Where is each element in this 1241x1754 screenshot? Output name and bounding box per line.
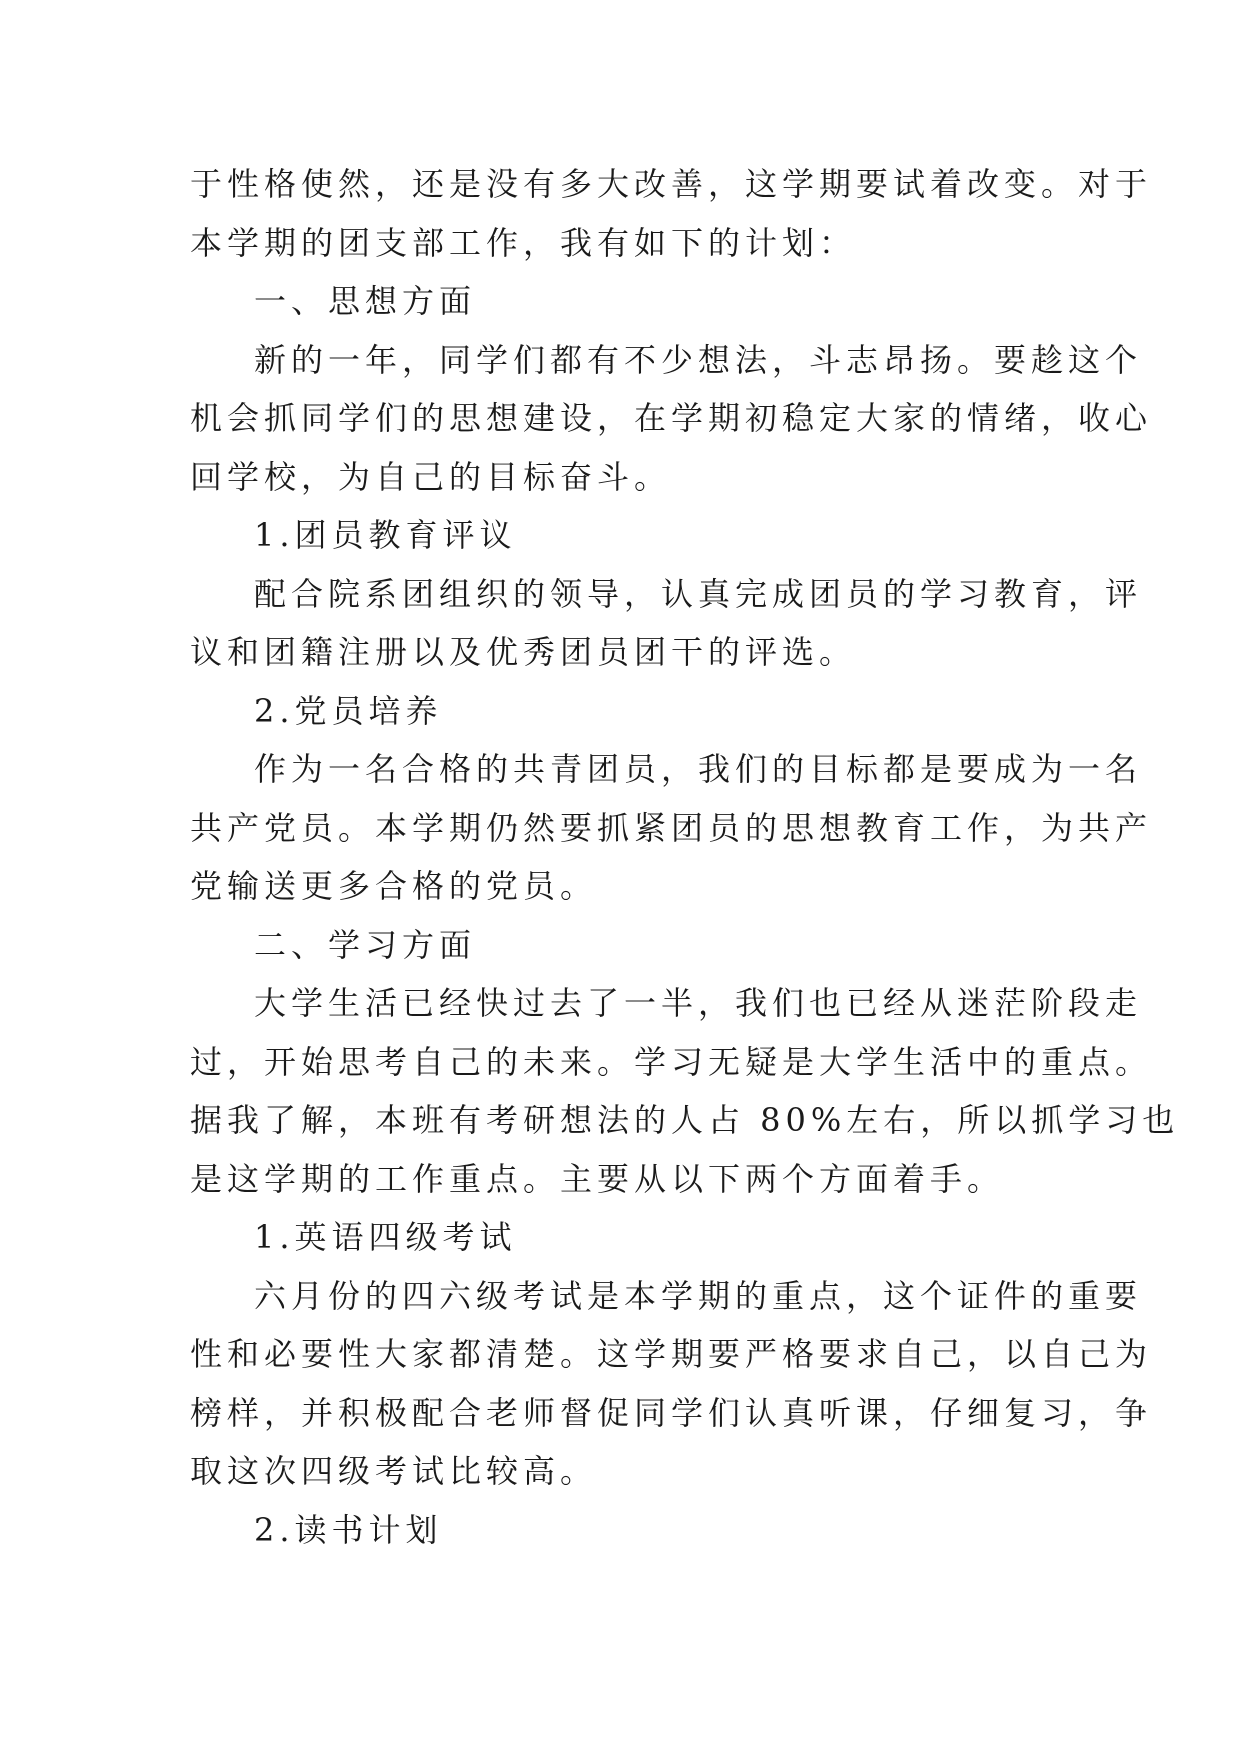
section-heading: 一、思想方面 — [254, 282, 477, 320]
text-line: 性和必要性大家都清楚。这学期要严格要求自己，以自己为 — [190, 1335, 1153, 1373]
text-line: 过，开始思考自己的未来。学习无疑是大学生活中的重点。 — [190, 1042, 1153, 1081]
text-line: 党输送更多合格的党员。 — [190, 867, 598, 905]
text-line: 榜样，并积极配合老师督促同学们认真听课，仔细复习，争 — [190, 1393, 1153, 1432]
section-heading: 二、学习方面 — [254, 925, 477, 964]
text-line: 作为一名合格的共青团员，我们的目标都是要成为一名 — [254, 750, 1143, 788]
text-line: 回学校，为自己的目标奋斗。 — [190, 457, 672, 496]
text-line: 六月份的四六级考试是本学期的重点，这个证件的重要 — [254, 1276, 1143, 1315]
text-line: 共产党员。本学期仍然要抓紧团员的思想教育工作，为共产 — [190, 808, 1153, 847]
text-line: 大学生活已经快过去了一半，我们也已经从迷茫阶段走 — [254, 984, 1143, 1022]
document-body — [190, 155, 1180, 1559]
text-line: 本学期的团支部工作，我有如下的计划： — [190, 223, 857, 262]
text-line: 于性格使然，还是没有多大改善，这学期要试着改变。对于 — [190, 165, 1153, 203]
text-line: 新的一年，同学们都有不少想法，斗志昂扬。要趁这个 — [254, 340, 1143, 379]
text-line: 据我了解，本班有考研想法的人占 80%左右，所以抓学习也 — [190, 1101, 1180, 1139]
subsection-heading: 1.团员教育评议 — [254, 516, 517, 554]
text-line: 机会抓同学们的思想建设，在学期初稳定大家的情绪，收心 — [190, 399, 1153, 437]
subsection-heading: 2.读书计划 — [254, 1510, 443, 1549]
subsection-heading: 1.英语四级考试 — [254, 1218, 517, 1256]
text-line: 是这学期的工作重点。主要从以下两个方面着手。 — [190, 1159, 1005, 1198]
text-line: 取这次四级考试比较高。 — [190, 1452, 598, 1490]
text-line: 议和团籍注册以及优秀团员团干的评选。 — [190, 633, 857, 671]
text-line: 配合院系团组织的领导，认真完成团员的学习教育，评 — [254, 574, 1143, 613]
subsection-heading: 2.党员培养 — [254, 691, 443, 730]
